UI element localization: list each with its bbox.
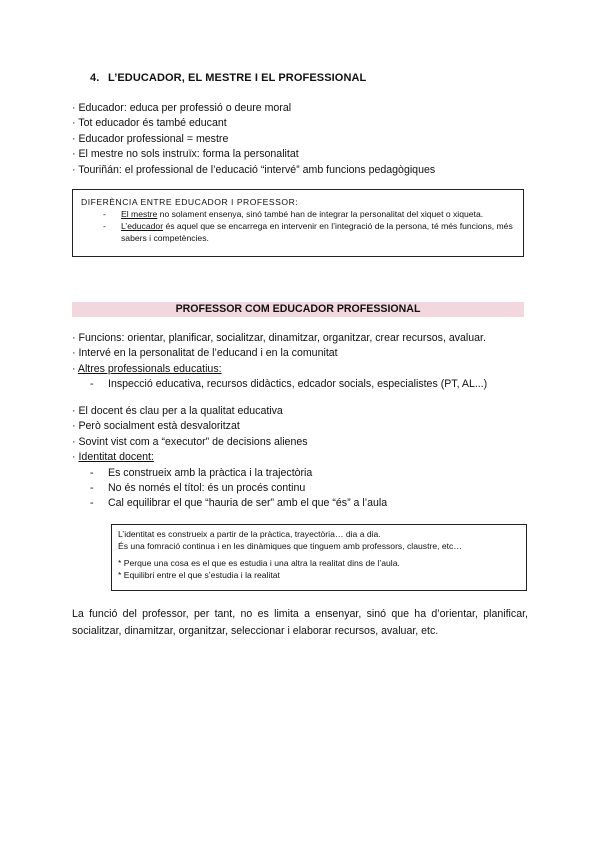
functions-list <box>72 331 487 393</box>
sub-item-text: Es construeix amb la pràctica i la trajectòria <box>108 466 313 479</box>
list-item <box>72 450 387 465</box>
difference-item <box>81 220 515 244</box>
list-item: · Però socialment està desvaloritzat <box>72 420 240 433</box>
sub-item-text: No és només el títol: és un procés continu <box>108 482 306 495</box>
difference-item <box>81 208 515 220</box>
identity-line: És una fomració continua i en les dinàmiques que tinguem amb professors, claustre, etc… <box>118 540 462 551</box>
difference-term: El mestre <box>121 209 158 219</box>
list-item: · Intervé en la personalitat de l’educand i en la comunitat <box>72 347 338 360</box>
identity-box <box>111 524 527 591</box>
bullet-dash: - <box>90 482 94 495</box>
difference-box <box>72 189 524 257</box>
list-item: · Funcions: orientar, planificar, socialitzar, dinamitzar, organitzar, crear recursos, avaluar. <box>72 332 486 344</box>
list-item: · El mestre no sols instruïx: forma la personalitat <box>72 148 299 161</box>
section-heading <box>90 72 366 84</box>
heading-number: 4. <box>90 72 100 84</box>
list-item: · Touriñán: el professional de l’educació “intervé” amb funcions pedagògiques <box>72 163 436 176</box>
bullet-dash: - <box>103 221 106 231</box>
bullet-dash: - <box>90 378 94 391</box>
identity-label: Identitat docent: <box>78 451 154 464</box>
sub-list-item <box>72 377 487 392</box>
list-item: · Educador professional = mestre <box>72 132 229 145</box>
heading-title: L’EDUCADOR, EL MESTRE I EL PROFESSIONAL <box>108 72 367 84</box>
others-label: Altres professionals educatius: <box>77 362 222 375</box>
bullet-dash: - <box>90 466 94 479</box>
list-item: · Tot educador és també educant <box>72 117 227 130</box>
bullet-dot: · <box>72 451 79 464</box>
sub-item-text: Cal equilibrar el que “hauria de ser” amb el que “és” a l’aula <box>108 497 388 510</box>
difference-box-title: DIFERÈNCIA ENTRE EDUCADOR I PROFESSOR: <box>81 197 299 207</box>
sub-item-text: Inspecció educativa, recursos didàctics, edcador socials, especialistes (PT, AL...) <box>108 378 488 391</box>
identity-line: L’identitat es construeix a partir de la pràctica, trayectòria… dia a dia. <box>118 529 381 539</box>
bullet-dash: - <box>103 209 106 219</box>
difference-text: no solament ensenya, sinó també han de integrar la personalitat del xiquet o xiqueta. <box>157 209 484 219</box>
section-title: PROFESSOR COM EDUCADOR PROFESSIONAL <box>175 303 421 315</box>
sub-list-item <box>72 466 387 481</box>
sub-list-item <box>72 496 387 511</box>
sub-list-item <box>72 481 387 496</box>
identity-note: * Perque una cosa es el que es estudia i una altra la realitat dins de l’aula. <box>118 558 400 569</box>
bullet-dot: · <box>72 362 78 375</box>
identity-note: * Equilibri entre el que s’estudia i la realitat <box>118 569 280 580</box>
list-item: · Educador: educa per professió o deure moral <box>72 102 292 114</box>
difference-text: és aquel que se encarrega en intervenir en l’integració de la persona, té més funcions, més sabers i competències. <box>121 221 513 243</box>
list-item: · Sovint vist com a “executor” de decisions alienes <box>72 435 308 448</box>
teacher-list <box>72 404 387 512</box>
difference-term: L’educador <box>121 221 164 231</box>
list-item: · El docent és clau per a la qualitat educativa <box>72 405 283 417</box>
conclusion-paragraph: La funció del professor, per tant, no es limita a ensenyar, sinó que ha d’orientar, planificar, socialitzar, dinamitzar, organitzar, seleccionar i elaborar recursos, avaluar, etc. <box>72 608 528 637</box>
bullet-dash: - <box>90 497 94 510</box>
list-item <box>72 362 487 377</box>
intro-list <box>72 101 435 178</box>
